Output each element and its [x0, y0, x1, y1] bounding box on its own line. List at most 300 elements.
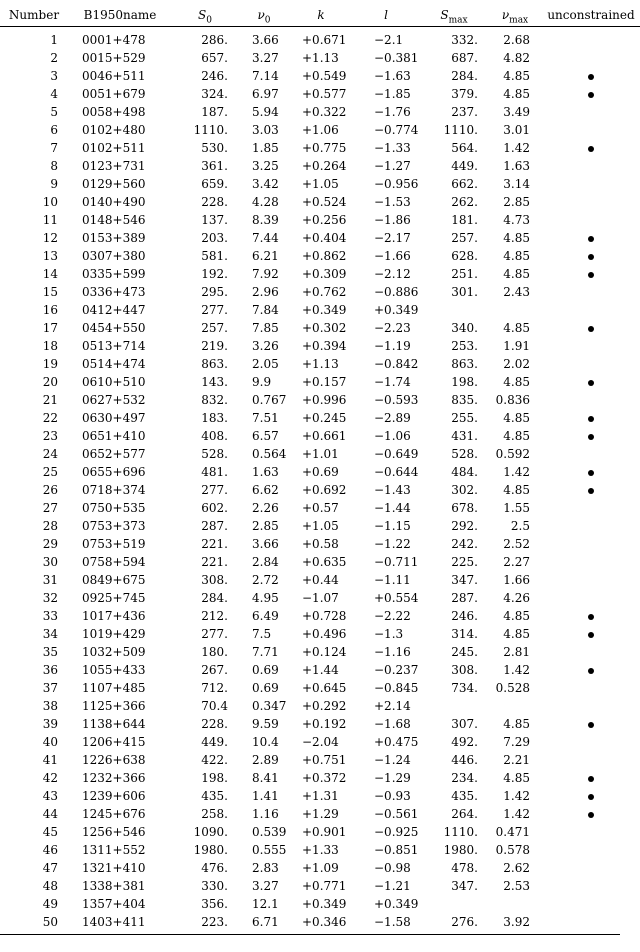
cell-name: 0750+535 — [82, 501, 146, 515]
cell-l: −2.17 — [374, 231, 411, 245]
cell-numax: 1.63 — [503, 159, 530, 173]
cell-k: +0.292 — [302, 699, 347, 713]
cell-number: 10 — [42, 195, 58, 209]
cell-numax: 7.29 — [503, 735, 530, 749]
cell-unconstrained — [542, 247, 640, 265]
cell-k: +0.751 — [302, 753, 347, 767]
cell-number: 47 — [42, 861, 58, 875]
table-row — [0, 697, 640, 715]
cell-numax: 4.85 — [503, 609, 530, 623]
cell-smax: 1110. — [443, 123, 478, 137]
cell-nu0: 6.62 — [252, 483, 279, 497]
header-l: l — [384, 8, 388, 22]
cell-l: −0.925 — [374, 825, 419, 839]
cell-smax: 262. — [451, 195, 478, 209]
table-row — [0, 103, 640, 121]
cell-numax: 1.55 — [503, 501, 530, 515]
cell-number: 15 — [42, 285, 58, 299]
cell-l: −2.22 — [374, 609, 411, 623]
cell-number: 17 — [42, 321, 58, 335]
cell-k: +0.645 — [302, 681, 347, 695]
cell-unconstrained — [542, 27, 640, 50]
table-row — [0, 661, 640, 679]
unconstrained-marker — [588, 668, 594, 674]
cell-smax: 478. — [451, 861, 478, 875]
cell-k: +0.264 — [302, 159, 347, 173]
cell-numax: 4.85 — [503, 771, 530, 785]
cell-l: −0.711 — [374, 555, 419, 569]
cell-numax: 4.85 — [503, 627, 530, 641]
cell-s0: 223. — [201, 915, 228, 929]
cell-l: −1.19 — [374, 339, 411, 353]
cell-name: 0129+560 — [82, 177, 146, 191]
cell-s0: 657. — [201, 51, 228, 65]
cell-unconstrained — [542, 733, 640, 751]
cell-smax: 662. — [451, 177, 478, 191]
cell-numax: 4.85 — [503, 375, 530, 389]
cell-name: 1338+381 — [82, 879, 146, 893]
cell-name: 0753+373 — [82, 519, 146, 533]
cell-name: 0102+480 — [82, 123, 146, 137]
cell-l: −1.29 — [374, 771, 411, 785]
cell-s0: 137. — [201, 213, 228, 227]
unconstrained-marker — [588, 146, 594, 152]
cell-s0: 198. — [201, 771, 228, 785]
cell-k: −2.04 — [302, 735, 339, 749]
cell-name: 0148+546 — [82, 213, 146, 227]
cell-numax: 4.85 — [503, 249, 530, 263]
table-row — [0, 517, 640, 535]
cell-name: 0046+511 — [82, 69, 146, 83]
cell-nu0: 7.71 — [252, 645, 279, 659]
cell-unconstrained — [542, 355, 640, 373]
cell-number: 11 — [42, 213, 58, 227]
cell-k: +0.245 — [302, 411, 347, 425]
cell-nu0: 9.59 — [252, 717, 279, 731]
table-row — [0, 499, 640, 517]
cell-k: +0.901 — [302, 825, 347, 839]
cell-nu0: 0.555 — [252, 843, 287, 857]
cell-number: 42 — [42, 771, 58, 785]
cell-number: 50 — [42, 915, 58, 929]
cell-unconstrained — [542, 463, 640, 481]
cell-smax: 835. — [451, 393, 478, 407]
cell-s0: 1110. — [193, 123, 228, 137]
cell-number: 46 — [42, 843, 58, 857]
cell-unconstrained — [542, 499, 640, 517]
cell-smax: 284. — [451, 69, 478, 83]
cell-unconstrained — [542, 859, 640, 877]
cell-unconstrained — [542, 913, 640, 931]
cell-unconstrained — [542, 679, 640, 697]
cell-smax: 264. — [451, 807, 478, 821]
cell-name: 0610+510 — [82, 375, 146, 389]
cell-nu0: 6.49 — [252, 609, 279, 623]
cell-smax: 628. — [451, 249, 478, 263]
cell-k: +0.862 — [302, 249, 347, 263]
cell-unconstrained — [542, 895, 640, 913]
cell-smax: 1980. — [443, 843, 478, 857]
cell-nu0: 0.69 — [252, 663, 279, 677]
cell-s0: 530. — [201, 141, 228, 155]
cell-name: 1232+366 — [82, 771, 146, 785]
cell-name: 0051+679 — [82, 87, 146, 101]
cell-l: −2.23 — [374, 321, 411, 335]
cell-nu0: 4.95 — [252, 591, 279, 605]
cell-s0: 219. — [201, 339, 228, 353]
cell-number: 24 — [42, 447, 58, 461]
cell-numax: 0.836 — [495, 393, 530, 407]
table-row — [0, 571, 640, 589]
cell-k: +1.31 — [302, 789, 339, 803]
cell-name: 0849+675 — [82, 573, 146, 587]
cell-smax: 255. — [451, 411, 478, 425]
cell-unconstrained — [542, 85, 640, 103]
cell-k: +1.06 — [302, 123, 339, 137]
cell-smax: 287. — [451, 591, 478, 605]
cell-s0: 203. — [201, 231, 228, 245]
table-row — [0, 679, 640, 697]
cell-numax: 1.42 — [503, 807, 530, 821]
unconstrained-marker — [588, 92, 594, 98]
cell-k: +0.996 — [302, 393, 347, 407]
cell-l: −1.66 — [374, 249, 411, 263]
table-row — [0, 139, 640, 157]
cell-k: +0.349 — [302, 303, 347, 317]
cell-k: +0.404 — [302, 231, 347, 245]
cell-l: −1.06 — [374, 429, 411, 443]
cell-number: 28 — [42, 519, 58, 533]
cell-numax: 1.42 — [503, 141, 530, 155]
cell-k: +0.762 — [302, 285, 347, 299]
cell-k: +1.01 — [302, 447, 339, 461]
cell-smax: 379. — [451, 87, 478, 101]
cell-nu0: 6.21 — [252, 249, 279, 263]
cell-smax: 251. — [451, 267, 478, 281]
cell-unconstrained — [542, 211, 640, 229]
cell-numax: 4.26 — [503, 591, 530, 605]
cell-nu0: 0.539 — [252, 825, 287, 839]
cell-number: 41 — [42, 753, 58, 767]
cell-number: 43 — [42, 789, 58, 803]
table-row — [0, 27, 640, 50]
cell-nu0: 4.28 — [252, 195, 279, 209]
table-row — [0, 85, 640, 103]
cell-s0: 528. — [201, 447, 228, 461]
cell-number: 7 — [50, 141, 58, 155]
cell-l: −0.886 — [374, 285, 419, 299]
header-row — [0, 4, 640, 27]
cell-k: +0.44 — [302, 573, 339, 587]
cell-unconstrained — [542, 391, 640, 409]
cell-smax — [420, 301, 488, 319]
cell-k: +0.58 — [302, 537, 339, 551]
table-row — [0, 553, 640, 571]
cell-number: 35 — [42, 645, 58, 659]
cell-numax: 4.82 — [503, 51, 530, 65]
cell-l: +0.554 — [374, 591, 419, 605]
table-row — [0, 913, 640, 931]
cell-unconstrained — [542, 805, 640, 823]
cell-numax: 2.27 — [503, 555, 530, 569]
cell-nu0: 3.27 — [252, 879, 279, 893]
cell-unconstrained — [542, 265, 640, 283]
cell-name: 1019+429 — [82, 627, 146, 641]
cell-number: 33 — [42, 609, 58, 623]
cell-unconstrained — [542, 175, 640, 193]
cell-l: −1.85 — [374, 87, 411, 101]
cell-unconstrained — [542, 787, 640, 805]
cell-smax: 225. — [451, 555, 478, 569]
cell-s0: 286. — [201, 33, 228, 47]
unconstrained-marker — [588, 254, 594, 260]
table-row — [0, 283, 640, 301]
cell-name: 1245+676 — [82, 807, 146, 821]
cell-s0: 308. — [201, 573, 228, 587]
cell-name: 1239+606 — [82, 789, 146, 803]
cell-number: 34 — [42, 627, 58, 641]
cell-number: 36 — [42, 663, 58, 677]
cell-l: −1.11 — [374, 573, 411, 587]
header-k: k — [317, 8, 325, 22]
cell-unconstrained — [542, 139, 640, 157]
cell-unconstrained — [542, 589, 640, 607]
cell-k: +0.69 — [302, 465, 339, 479]
cell-smax — [420, 895, 488, 913]
cell-s0: 257. — [201, 321, 228, 335]
cell-unconstrained — [542, 121, 640, 139]
cell-smax: 347. — [451, 573, 478, 587]
cell-smax: 678. — [451, 501, 478, 515]
cell-numax: 1.42 — [503, 789, 530, 803]
cell-smax: 528. — [451, 447, 478, 461]
cell-numax: 1.66 — [503, 573, 530, 587]
cell-l: −0.842 — [374, 357, 419, 371]
cell-k: +0.549 — [302, 69, 347, 83]
cell-nu0: 12.1 — [252, 897, 279, 911]
cell-numax: 2.5 — [510, 519, 530, 533]
cell-nu0: 2.96 — [252, 285, 279, 299]
cell-k: +1.13 — [302, 357, 339, 371]
cell-k: +0.728 — [302, 609, 347, 623]
cell-s0: 277. — [201, 303, 228, 317]
cell-unconstrained — [542, 517, 640, 535]
cell-smax: 1110. — [443, 825, 478, 839]
cell-name: 1055+433 — [82, 663, 146, 677]
cell-nu0: 7.5 — [252, 627, 272, 641]
cell-unconstrained — [542, 283, 640, 301]
cell-unconstrained — [542, 715, 640, 733]
header-name: B1950name — [83, 8, 157, 22]
cell-numax: 1.42 — [503, 465, 530, 479]
cell-nu0: 2.85 — [252, 519, 279, 533]
header-nu0: $\nu_0$ — [257, 8, 271, 26]
table-row — [0, 877, 640, 895]
cell-name: 0058+498 — [82, 105, 146, 119]
cell-unconstrained — [542, 301, 640, 319]
cell-k: +0.302 — [302, 321, 347, 335]
table-row — [0, 895, 640, 913]
cell-l: −1.27 — [374, 159, 411, 173]
cell-l: −1.15 — [374, 519, 411, 533]
cell-l: −2.89 — [374, 411, 411, 425]
cell-numax: 4.85 — [503, 87, 530, 101]
cell-number: 6 — [50, 123, 58, 137]
cell-name: 1138+644 — [82, 717, 146, 731]
unconstrained-marker — [588, 326, 594, 332]
cell-nu0: 7.44 — [252, 231, 279, 245]
unconstrained-marker — [588, 416, 594, 422]
cell-smax: 242. — [451, 537, 478, 551]
cell-numax: 2.85 — [503, 195, 530, 209]
cell-numax: 4.85 — [503, 483, 530, 497]
cell-k: +0.256 — [302, 213, 347, 227]
cell-nu0: 3.25 — [252, 159, 279, 173]
cell-s0: 476. — [201, 861, 228, 875]
cell-numax: 4.85 — [503, 267, 530, 281]
table-row — [0, 391, 640, 409]
cell-s0: 295. — [201, 285, 228, 299]
table-row — [0, 337, 640, 355]
cell-name: 1032+509 — [82, 645, 146, 659]
cell-name: 1256+546 — [82, 825, 146, 839]
cell-l: −2.12 — [374, 267, 411, 281]
cell-name: 0123+731 — [82, 159, 146, 173]
cell-s0: 449. — [201, 735, 228, 749]
table-row — [0, 859, 640, 877]
cell-unconstrained — [542, 193, 640, 211]
unconstrained-marker — [588, 812, 594, 818]
cell-name: 0454+550 — [82, 321, 146, 335]
cell-number: 45 — [42, 825, 58, 839]
cell-k: −1.07 — [302, 591, 339, 605]
cell-nu0: 3.42 — [252, 177, 279, 191]
unconstrained-marker — [588, 776, 594, 782]
cell-k: +0.349 — [302, 897, 347, 911]
table-row — [0, 121, 640, 139]
table-row — [0, 265, 640, 283]
cell-s0: 324. — [201, 87, 228, 101]
cell-s0: 832. — [201, 393, 228, 407]
unconstrained-marker — [588, 272, 594, 278]
cell-nu0: 3.26 — [252, 339, 279, 353]
cell-unconstrained — [542, 535, 640, 553]
cell-name: 0335+599 — [82, 267, 146, 281]
cell-s0: 659. — [201, 177, 228, 191]
cell-s0: 267. — [201, 663, 228, 677]
cell-l: −1.24 — [374, 753, 411, 767]
cell-l: −1.16 — [374, 645, 411, 659]
cell-number: 18 — [42, 339, 58, 353]
unconstrained-marker — [588, 614, 594, 620]
cell-s0: 277. — [201, 627, 228, 641]
cell-numax: 2.81 — [503, 645, 530, 659]
cell-numax — [488, 697, 542, 715]
cell-name: 0718+374 — [82, 483, 146, 497]
cell-s0: 863. — [201, 357, 228, 371]
cell-l: +0.349 — [374, 897, 419, 911]
cell-name: 0001+478 — [82, 33, 146, 47]
table-row — [0, 769, 640, 787]
cell-unconstrained — [542, 643, 640, 661]
cell-smax: 308. — [451, 663, 478, 677]
unconstrained-marker — [588, 794, 594, 800]
cell-s0: 408. — [201, 429, 228, 443]
cell-nu0: 7.84 — [252, 303, 279, 317]
cell-nu0: 6.57 — [252, 429, 279, 443]
cell-l: −1.68 — [374, 717, 411, 731]
header-numax: $\nu_{max}$ — [501, 8, 529, 26]
cell-smax: 484. — [451, 465, 478, 479]
table-row — [0, 373, 640, 391]
cell-nu0: 2.26 — [252, 501, 279, 515]
cell-numax: 4.85 — [503, 231, 530, 245]
table-body — [0, 27, 640, 932]
cell-k: +1.29 — [302, 807, 339, 821]
cell-k: +0.671 — [302, 33, 347, 47]
cell-number: 40 — [42, 735, 58, 749]
cell-unconstrained — [542, 445, 640, 463]
cell-name: 0655+696 — [82, 465, 146, 479]
cell-smax: 301. — [451, 285, 478, 299]
cell-smax: 449. — [451, 159, 478, 173]
cell-numax: 2.53 — [503, 879, 530, 893]
cell-l: −1.74 — [374, 375, 411, 389]
cell-smax: 734. — [451, 681, 478, 695]
cell-l: −1.33 — [374, 141, 411, 155]
cell-s0: 435. — [201, 789, 228, 803]
cell-l: −0.237 — [374, 663, 419, 677]
cell-name: 0514+474 — [82, 357, 146, 371]
cell-s0: 143. — [201, 375, 228, 389]
cell-k: +0.661 — [302, 429, 347, 443]
table-row — [0, 175, 640, 193]
cell-smax: 245. — [451, 645, 478, 659]
cell-numax: 2.52 — [503, 537, 530, 551]
cell-unconstrained — [542, 49, 640, 67]
cell-l: −0.845 — [374, 681, 419, 695]
cell-name: 1206+415 — [82, 735, 146, 749]
cell-l: +0.475 — [374, 735, 419, 749]
cell-k: +0.124 — [302, 645, 347, 659]
table-row — [0, 193, 640, 211]
cell-smax: 181. — [451, 213, 478, 227]
cell-numax: 0.592 — [495, 447, 530, 461]
cell-name: 0015+529 — [82, 51, 146, 65]
table-row — [0, 319, 640, 337]
cell-nu0: 3.27 — [252, 51, 279, 65]
cell-l: −1.3 — [374, 627, 404, 641]
cell-unconstrained — [542, 481, 640, 499]
cell-number: 49 — [42, 897, 58, 911]
cell-unconstrained — [542, 823, 640, 841]
table-row — [0, 805, 640, 823]
cell-k: +0.346 — [302, 915, 347, 929]
table-row — [0, 841, 640, 859]
cell-k: +1.13 — [302, 51, 339, 65]
cell-s0: 361. — [201, 159, 228, 173]
bottom-rule — [0, 934, 620, 935]
cell-unconstrained — [542, 337, 640, 355]
cell-l: −1.76 — [374, 105, 411, 119]
cell-k: +0.635 — [302, 555, 347, 569]
cell-nu0: 8.39 — [252, 213, 279, 227]
header-unconstrained: unconstrained — [547, 8, 635, 22]
cell-number: 27 — [42, 501, 58, 515]
cell-smax: 564. — [451, 141, 478, 155]
cell-s0: 70.4 — [201, 699, 228, 713]
cell-unconstrained — [542, 373, 640, 391]
